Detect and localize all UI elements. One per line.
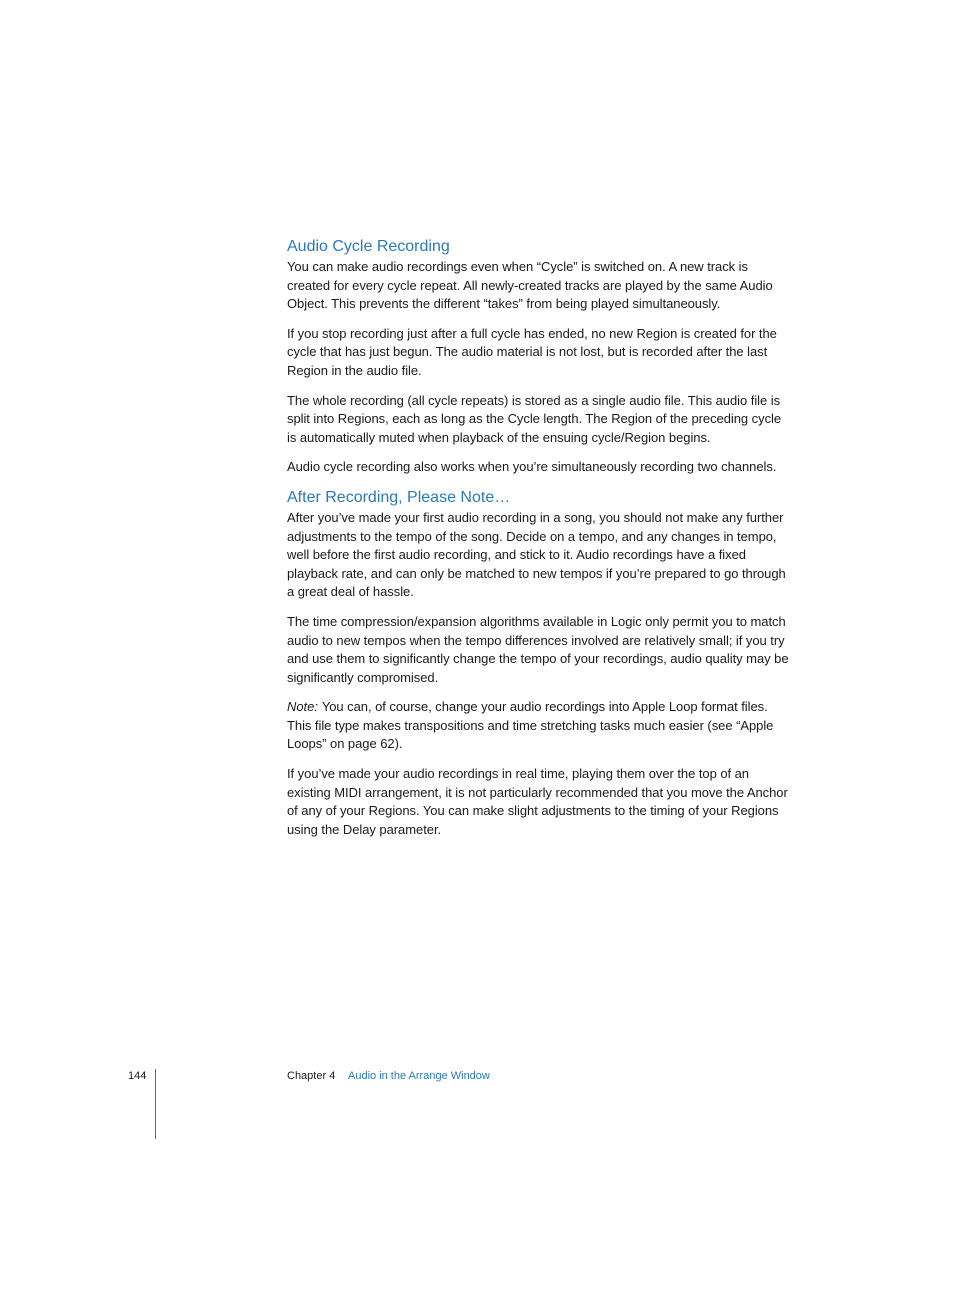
note-label: Note:	[287, 699, 318, 715]
body-paragraph: The time compression/expansion algorithms available in Logic only permit you to match audio to new tempos when the tempo differences involved are relatively small; if you try and use them to significantly change the tempo of your recordings, audio quality may be significantly compromised.	[287, 613, 789, 685]
page-number: 144	[128, 1070, 147, 1082]
body-paragraph: If you stop recording just after a full cycle has ended, no new Region is created for the cycle that has just begun. The audio material is not lost, but is recorded after the last Region in the audio file.	[287, 325, 777, 378]
body-paragraph: If you’ve made your audio recordings in real time, playing them over the top of an existing MIDI arrangement, it is not particularly recommended that you move the Anchor of any of your Regions. You can make slight adjustments to the timing of your Regions using the Delay parameter.	[287, 766, 788, 837]
section-heading-after-recording: After Recording, Please Note…	[287, 488, 511, 506]
note-text: You can, of course, change your audio recordings into Apple Loop format files. This file type makes transpositions and time stretching tasks much easier (see “Apple Loops” on page 62).	[287, 699, 774, 752]
body-paragraph: After you’ve made your first audio recording in a song, you should not make any further adjustments to the tempo of the song. Decide on a tempo, and any changes in tempo, well before the first audio recording, and stick to it. Audio recordings have a fixed playback rate, and can only be matched to new tempos if you’re prepared to go through a great deal of hassle.	[287, 509, 786, 600]
body-paragraph: The whole recording (all cycle repeats) is stored as a single audio file. This audio file is split into Regions, each as long as the Cycle length. The Region of the preceding cycle is automatically muted when playback of the ensuing cycle/Region begins.	[287, 392, 782, 445]
footer-divider	[155, 1069, 156, 1139]
footer-chapter-label: Chapter 4	[287, 1070, 336, 1082]
section-heading-audio-cycle-recording: Audio Cycle Recording	[287, 238, 450, 255]
body-paragraph: You can make audio recordings even when “Cycle” is switched on. A new track is created for every cycle repeat. All newly-created tracks are played by the same Audio Object. This prevents the different “takes” from being played simultaneously.	[287, 259, 773, 312]
note-paragraph	[287, 698, 791, 754]
body-paragraph: Audio cycle recording also works when you’re simultaneously recording two channels.	[287, 459, 777, 475]
footer-chapter-title: Audio in the Arrange Window	[348, 1070, 490, 1082]
page-content	[287, 236, 791, 850]
